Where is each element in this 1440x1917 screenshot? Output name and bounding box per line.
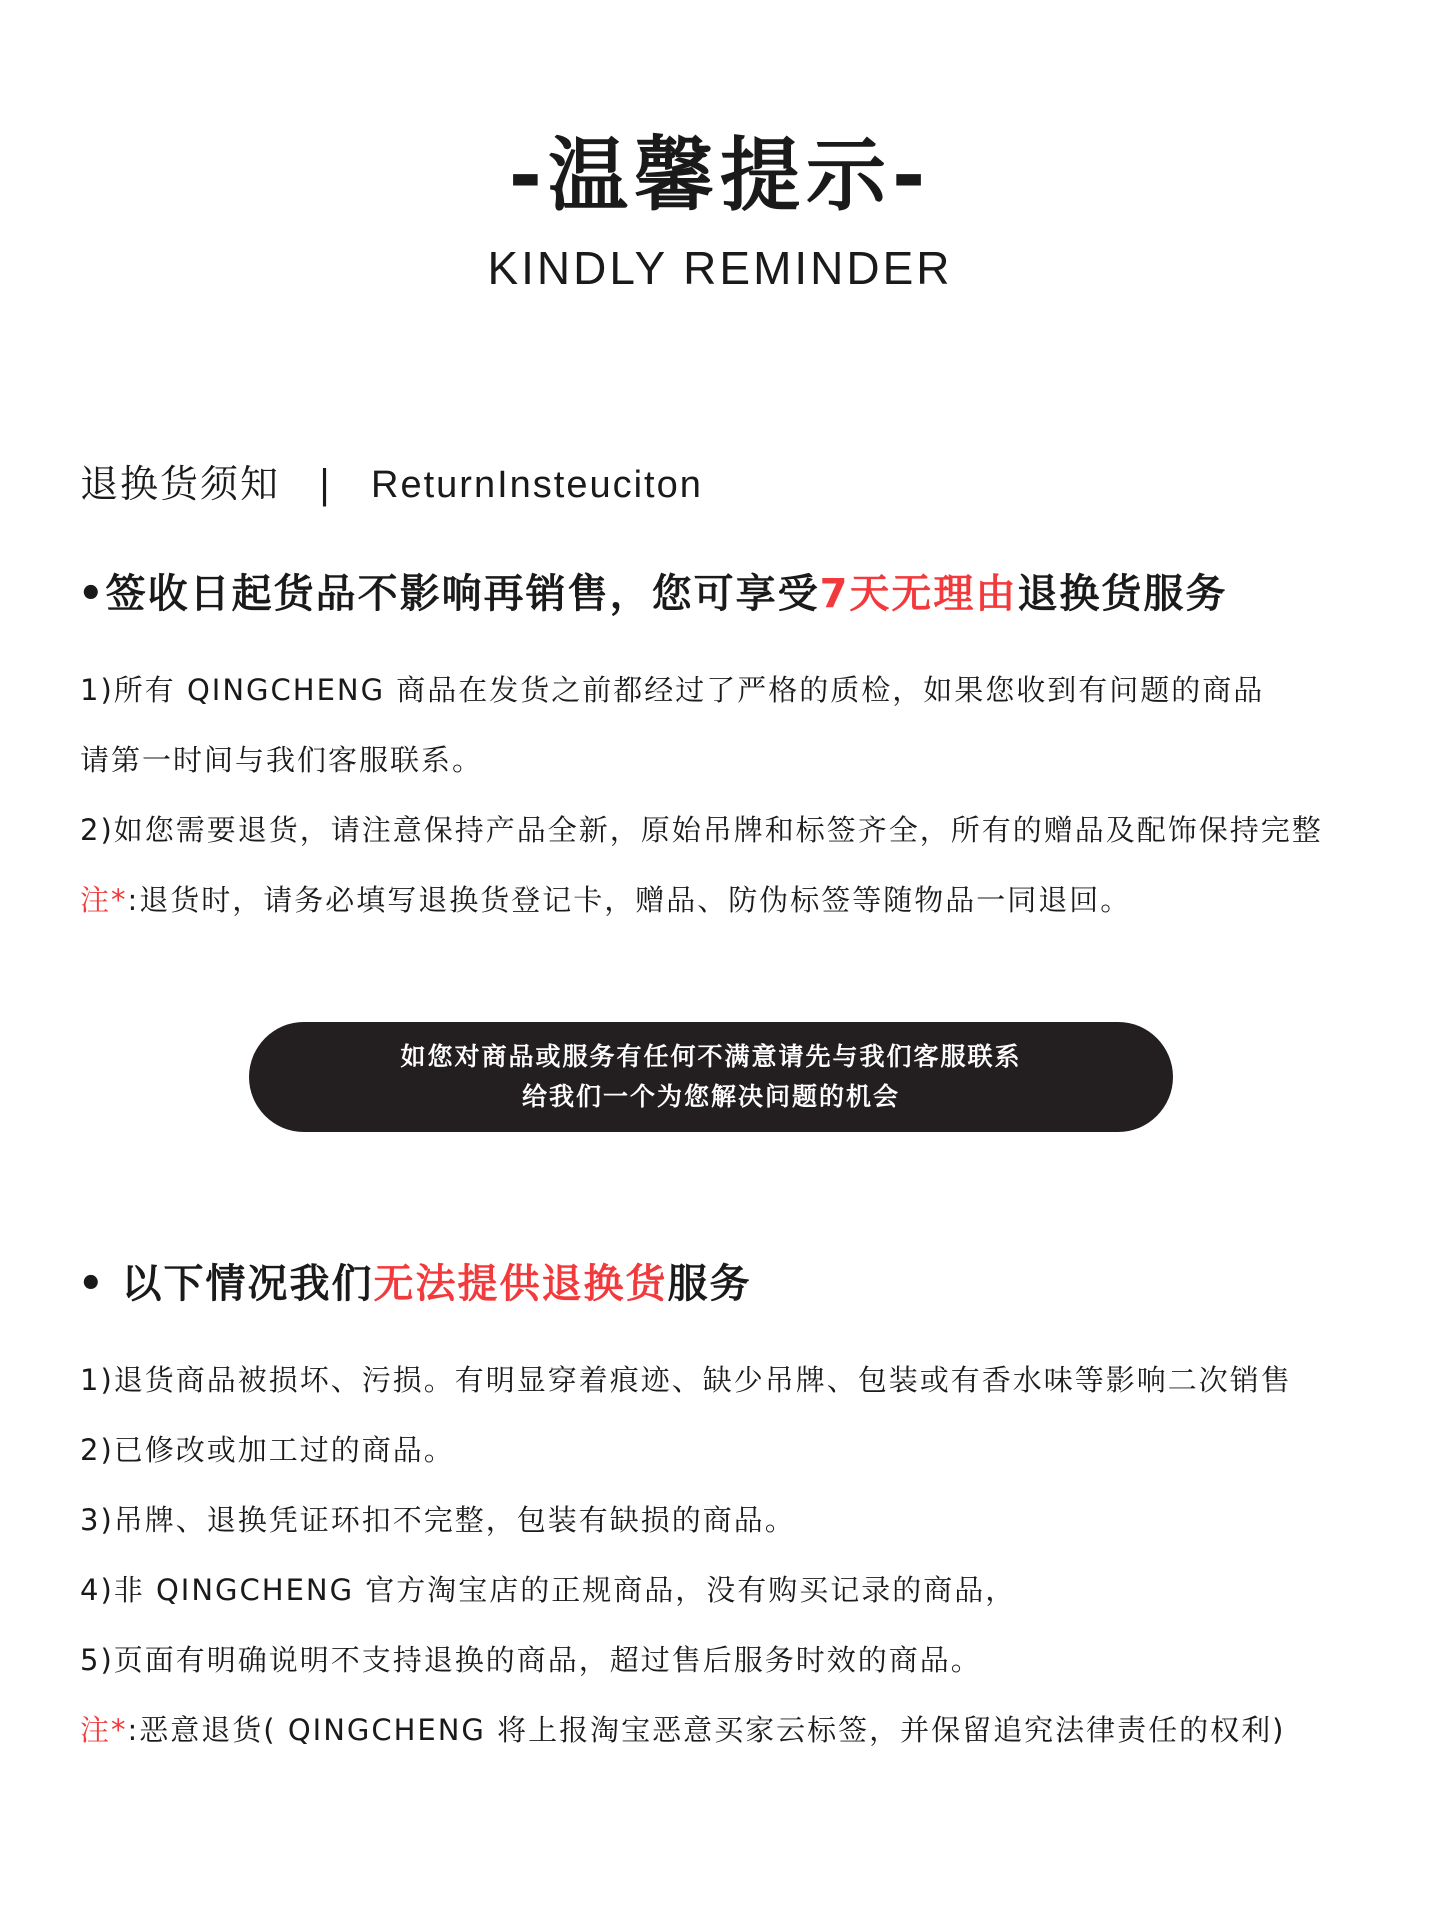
callout-line-1: 如您对商品或服务有任何不满意请先与我们客服联系 <box>400 1042 1022 1071</box>
note-mark: 注* <box>80 883 128 917</box>
heading-highlight: 无法提供退换货 <box>373 1261 668 1307</box>
page-subtitle: KINDLY REMINDER <box>487 242 953 294</box>
note-mark: 注* <box>80 1713 128 1747</box>
policy-line: 2)如您需要退货，请注意保持产品全新，原始吊牌和标签齐全，所有的赠品及配饰保持完整 <box>80 813 1323 847</box>
section-label-cn: 退换货须知 <box>80 462 281 506</box>
exclusion-line: 4)非 QINGCHENG 官方淘宝店的正规商品，没有购买记录的商品， <box>80 1573 1017 1607</box>
exclusion-line: 1)退货商品被损坏、污损。有明显穿着痕迹、缺少吊牌、包装或有香水味等影响二次销售 <box>80 1363 1292 1397</box>
policy-line: 请第一时间与我们客服联系。 <box>80 743 484 777</box>
exclusions-heading <box>78 1256 752 1312</box>
exclusion-line: 5)页面有明确说明不支持退换的商品，超过售后服务时效的商品。 <box>80 1643 982 1677</box>
contact-callout <box>249 1022 1173 1132</box>
exclusion-note <box>80 1710 1285 1750</box>
exclusion-line: 3)吊牌、退换凭证环扣不完整，包装有缺损的商品。 <box>80 1503 796 1537</box>
note-text: :恶意退货( QINGCHENG 将上报淘宝恶意买家云标签，并保留追究法律责任的权利) <box>127 1713 1286 1747</box>
policy-note <box>80 880 1131 920</box>
heading-text: •签收日起货品不影响再销售，您可享受 <box>78 571 820 617</box>
heading-text-end: 服务 <box>667 1261 752 1307</box>
section-label-en: ReturnInsteuciton <box>371 464 703 506</box>
callout-line-2: 给我们一个为您解决问题的机会 <box>521 1082 900 1111</box>
exclusion-line: 2)已修改或加工过的商品。 <box>80 1433 455 1467</box>
heading-text-end: 退换货服务 <box>1017 571 1228 617</box>
section-separator: | <box>318 462 333 506</box>
section-header <box>80 458 703 511</box>
note-text: :退货时，请务必填写退换货登记卡，赠品、防伪标签等随物品一同退回。 <box>127 883 1132 917</box>
policy-line: 1)所有 QINGCHENG 商品在发货之前都经过了严格的质检，如果您收到有问题的商品 <box>80 673 1265 707</box>
page-title: -温馨提示- <box>508 129 932 222</box>
heading-highlight: 7天无理由 <box>819 571 1018 617</box>
return-policy-heading <box>78 566 1227 622</box>
heading-text: • 以下情况我们 <box>78 1261 374 1307</box>
